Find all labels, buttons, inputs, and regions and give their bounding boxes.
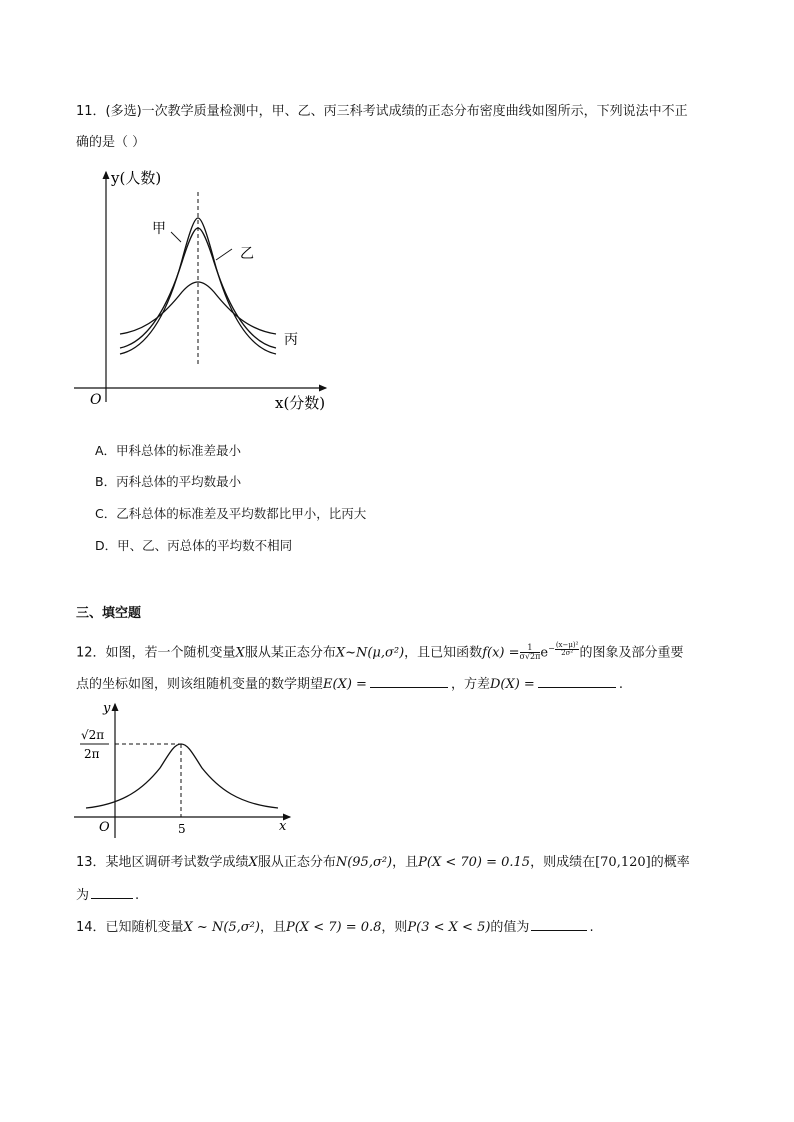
q11-y-axis-label: y(人数) (111, 169, 162, 187)
q12-line2: 点的坐标如图，则该组随机变量的数学期望E(X) = ，方差D(X) = . (76, 677, 623, 692)
q12-x-label: x (279, 819, 287, 834)
curve-label-bing: 丙 (284, 332, 298, 348)
q12-peak-denominator: 2π (84, 747, 100, 761)
q12-y-label: y (103, 701, 111, 716)
q13-line1: 13．某地区调研考试数学成绩X服从正态分布N(95,σ²)，且P(X < 70) = 0.15，则成绩在[70,120]的概率 (76, 855, 690, 870)
q14-blank[interactable] (531, 918, 587, 931)
q13-blank[interactable] (91, 886, 133, 899)
q12-peak-numerator: √2π (81, 728, 105, 742)
q12-line1: 12．如图，若一个随机变量X服从某正态分布X~N(μ,σ²)，且已知函数f(x) = $\frac{1}{\sigma√2\pi}$ $e^{- \frac{\text{(x−μ)²}}{\text{2σ²}}}$ 的图象及部分重要 (76, 640, 684, 662)
q11-stem-line1: 11．(多选)一次教学质量检测中，甲、乙、丙三科考试成绩的正态分布密度曲线如图所示，下列说法中不正 (76, 104, 688, 119)
q12-blank-variance[interactable] (538, 675, 616, 688)
q11-x-axis-label: x(分数) (275, 394, 326, 412)
curve-label-yi: 乙 (240, 246, 254, 262)
curve-label-jia: 甲 (152, 221, 166, 237)
label-leader-jia (171, 232, 181, 242)
q11-option-a[interactable]: A．甲科总体的标准差最小 (95, 443, 242, 458)
q12-coefficient-fraction: $\frac{1}{\sigma√2\pi}$ (519, 643, 541, 662)
q12-density-figure (72, 700, 298, 840)
q11-stem-line2: 确的是（ ） (76, 135, 146, 150)
q12-x-tick-5: 5 (178, 822, 186, 836)
q13-line2: 为 . (76, 888, 140, 903)
section-title: 三、填空题 (76, 606, 142, 621)
q12-exponent: − (x−μ)² 2σ² (548, 640, 579, 657)
q11-normal-curves-figure (70, 162, 340, 414)
q11-option-b[interactable]: B．丙科总体的平均数最小 (95, 474, 242, 489)
q11-option-c[interactable]: C．乙科总体的标准差及平均数都比甲小，比丙大 (95, 506, 367, 521)
q12-blank-expectation[interactable] (370, 675, 448, 688)
q11-origin-label: O (90, 392, 102, 408)
q14-line: 14．已知随机变量X ~ N(5,σ²)，且P(X < 7) = 0.8，则P(3 < X < 5)的值为 . (76, 920, 594, 935)
q11-option-d[interactable]: D．甲、乙、丙总体的平均数不相同 (95, 538, 293, 553)
label-leader-yi (216, 249, 232, 260)
q12-origin-label: O (99, 820, 110, 835)
